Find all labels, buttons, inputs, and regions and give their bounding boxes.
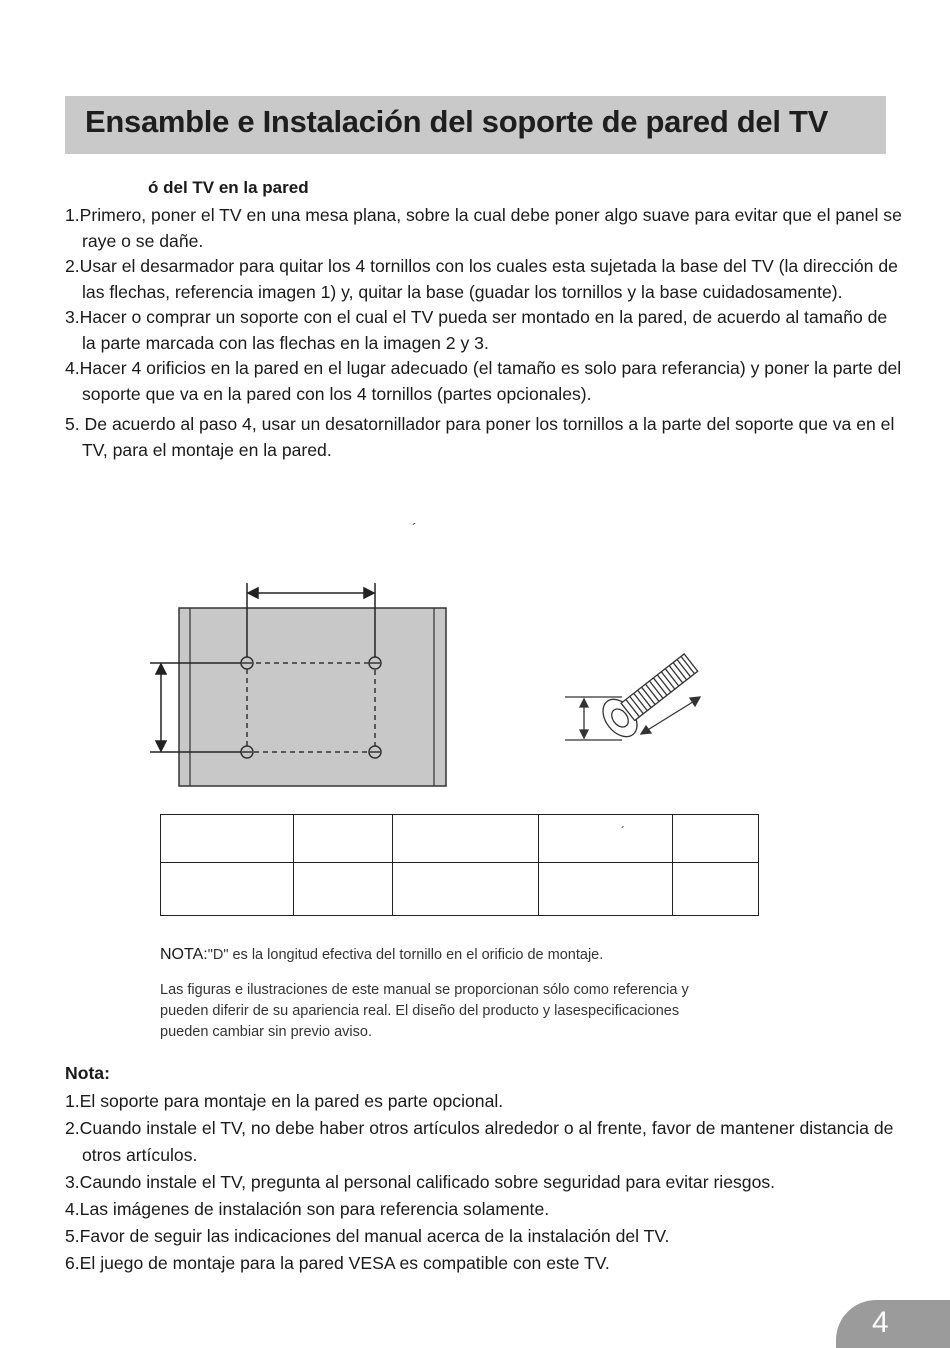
screw-illustration: [565, 646, 704, 743]
stray-accent-mark: ´: [412, 520, 417, 536]
disclaimer-line-2: pueden diferir de su apariencia real. El diseño del producto y lasespecificaciones: [160, 1003, 680, 1019]
screw-length-note: [160, 944, 603, 966]
step-1: 1.Primero, poner el TV en una mesa plana, sobre la cual debe poner algo suave para evitar que el panel se raye o se dañe.: [65, 205, 902, 251]
table-cell: [539, 815, 673, 863]
table-cell: [393, 863, 539, 916]
table-cell: [161, 863, 294, 916]
table-cell: [294, 863, 393, 916]
disclaimer-line-3: pueden cambiar sin previo aviso.: [160, 1024, 372, 1040]
disclaimer-line-1: Las figuras e ilustraciones de este manual se proporcionan sólo como referencia y: [160, 982, 689, 998]
table-cell: [539, 863, 673, 916]
note-3: 3.Caundo instale el TV, pregunta al personal calificado sobre seguridad para evitar riesgos.: [65, 1172, 776, 1192]
nota-label: NOTA:: [160, 946, 208, 963]
note-1: 1.El soporte para montaje en la pared es parte opcional.: [65, 1091, 504, 1111]
table-cell: [673, 863, 759, 916]
step-3: 3.Hacer o comprar un soporte con el cual el TV pueda ser montado en la pared, de acuerdo al tamaño de la parte marcada con las flechas en la imagen 2 y 3.: [65, 307, 888, 353]
table-cell: [673, 815, 759, 863]
table-cell: [294, 815, 393, 863]
nota-text: "D" es la longitud efectiva del tornillo en el orificio de montaje.: [207, 947, 604, 963]
page-number-tab: [836, 1300, 950, 1348]
page-title: Ensamble e Instalación del soporte de pared del TV: [85, 104, 828, 139]
table-cell: [161, 815, 294, 863]
page-number: 4: [872, 1306, 889, 1339]
note-5: 5.Favor de seguir las indicaciones del manual acerca de la instalación del TV.: [65, 1226, 670, 1246]
specification-table: [160, 814, 759, 916]
notes-heading: Nota:: [65, 1063, 110, 1083]
step-4: 4.Hacer 4 orificios en la pared en el lugar adecuado (el tamaño es solo para referancia) y poner la parte del soporte que va en la pared con los 4 tornillos (partes opcionales).: [65, 358, 902, 404]
table-cell: [393, 815, 539, 863]
tv-back-panel: [179, 608, 446, 786]
step-5: 5. De acuerdo al paso 4, usar un desatornillador para poner los tornillos a la parte del soporte que va en el TV, para el montaje en la pared.: [65, 414, 895, 460]
step-2: 2.Usar el desarmador para quitar los 4 tornillos con los cuales esta sujetada la base del TV (la dirección de las flechas, referencia imagen 1) y, quitar la base (guadar los tornillos y la base cuidadosamente).: [65, 256, 898, 302]
note-4: 4.Las imágenes de instalación son para referencia solamente.: [65, 1199, 550, 1219]
note-2: 2.Cuando instale el TV, no debe haber otros artículos alrededor o al frente, favor de mantener distancia de otros artículos.: [65, 1118, 894, 1165]
notes-list: [65, 1088, 915, 1277]
section-subheading: ó del TV en la pared: [148, 178, 309, 197]
note-6: 6.El juego de montaje para la pared VESA es compatible con este TV.: [65, 1253, 610, 1273]
stray-accent-mark: ´: [621, 823, 625, 838]
